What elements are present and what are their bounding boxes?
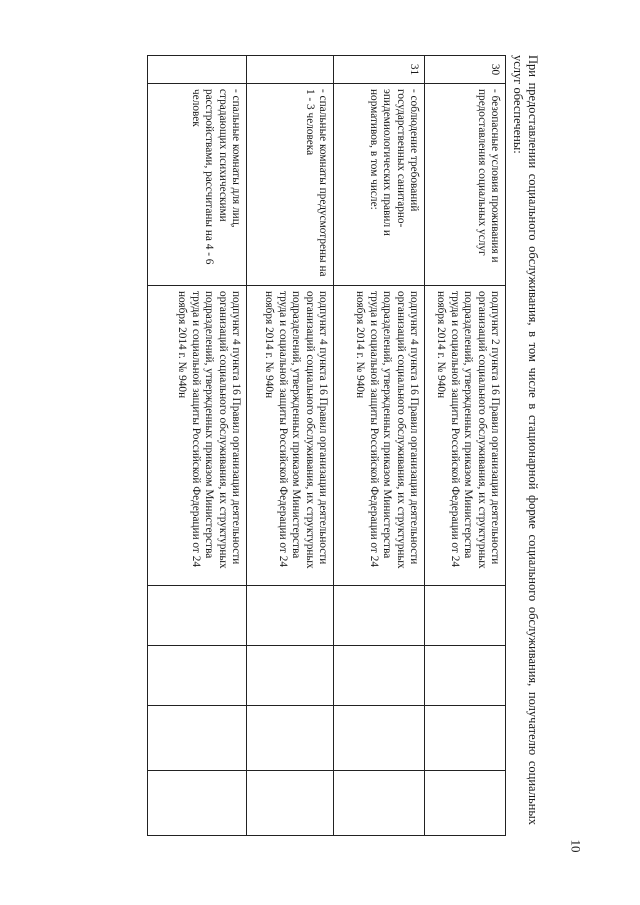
answer-cell-na — [334, 706, 425, 771]
table-row — [148, 56, 247, 836]
answer-cell-yes — [334, 586, 425, 646]
checklist-table — [147, 55, 506, 836]
legal-basis-cell: подпункт 4 пункта 16 Правил организации деятельности организаций социального обслуживания, их структурных подразделений, утвержденных приказом Министерства труда и социальной защиты Российской Федерации от 24 ноября 2014 г. № 940н — [334, 286, 425, 586]
row-number — [148, 56, 247, 84]
answer-cell-yes — [247, 586, 334, 646]
comment-cell — [148, 771, 247, 836]
row-number: 31 — [334, 56, 425, 84]
row-number — [247, 56, 334, 84]
comment-cell — [334, 771, 425, 836]
answer-cell-yes — [425, 586, 506, 646]
comment-cell — [425, 771, 506, 836]
requirement-cell: - спальные комнаты для лиц, страдающих психическими расстройствами, рассчитаны на 4 - 6 человек — [148, 84, 247, 286]
answer-cell-na — [148, 706, 247, 771]
answer-cell-yes — [148, 586, 247, 646]
answer-cell-na — [425, 706, 506, 771]
page-number: 10 — [568, 839, 584, 853]
section-header: При предоставлении социального обслуживания, в том числе в стационарной форме социального обслуживания, получателю социальных услуг обеспечены: — [511, 55, 540, 825]
answer-cell-no — [334, 646, 425, 706]
table-row — [247, 56, 334, 836]
answer-cell-no — [247, 646, 334, 706]
answer-cell-na — [247, 706, 334, 771]
legal-basis-cell: подпункт 4 пункта 16 Правил организации деятельности организаций социального обслуживания, их структурных подразделений, утвержденных приказом Министерства труда и социальной защиты Российской Федерации от 24 ноября 2014 г. № 940н — [247, 286, 334, 586]
answer-cell-no — [148, 646, 247, 706]
legal-basis-cell: подпункт 2 пункта 16 Правил организации деятельности организаций социального обслуживания, их структурных подразделений, утвержденных приказом Министерства труда и социальной защиты Российской Федерации от 24 ноября 2014 г. № 940н — [425, 286, 506, 586]
requirement-cell: - спальные комнаты предусмотрены на 1 - 3 человека — [247, 84, 334, 286]
requirement-cell: - соблюдение требований государственных санитарно-эпидемиологических правил и нормативов, в том числе: — [334, 84, 425, 286]
table-row — [425, 56, 506, 836]
legal-basis-cell: подпункт 4 пункта 16 Правил организации деятельности организаций социального обслуживания, их структурных подразделений, утвержденных приказом Министерства труда и социальной защиты Российской Федерации от 24 ноября 2014 г. № 940н — [148, 286, 247, 586]
answer-cell-no — [425, 646, 506, 706]
requirement-cell: - безопасные условия проживания и предоставления социальных услуг — [425, 84, 506, 286]
comment-cell — [247, 771, 334, 836]
rotated-page-content — [70, 55, 540, 835]
row-number: 30 — [425, 56, 506, 84]
table-row — [334, 56, 425, 836]
